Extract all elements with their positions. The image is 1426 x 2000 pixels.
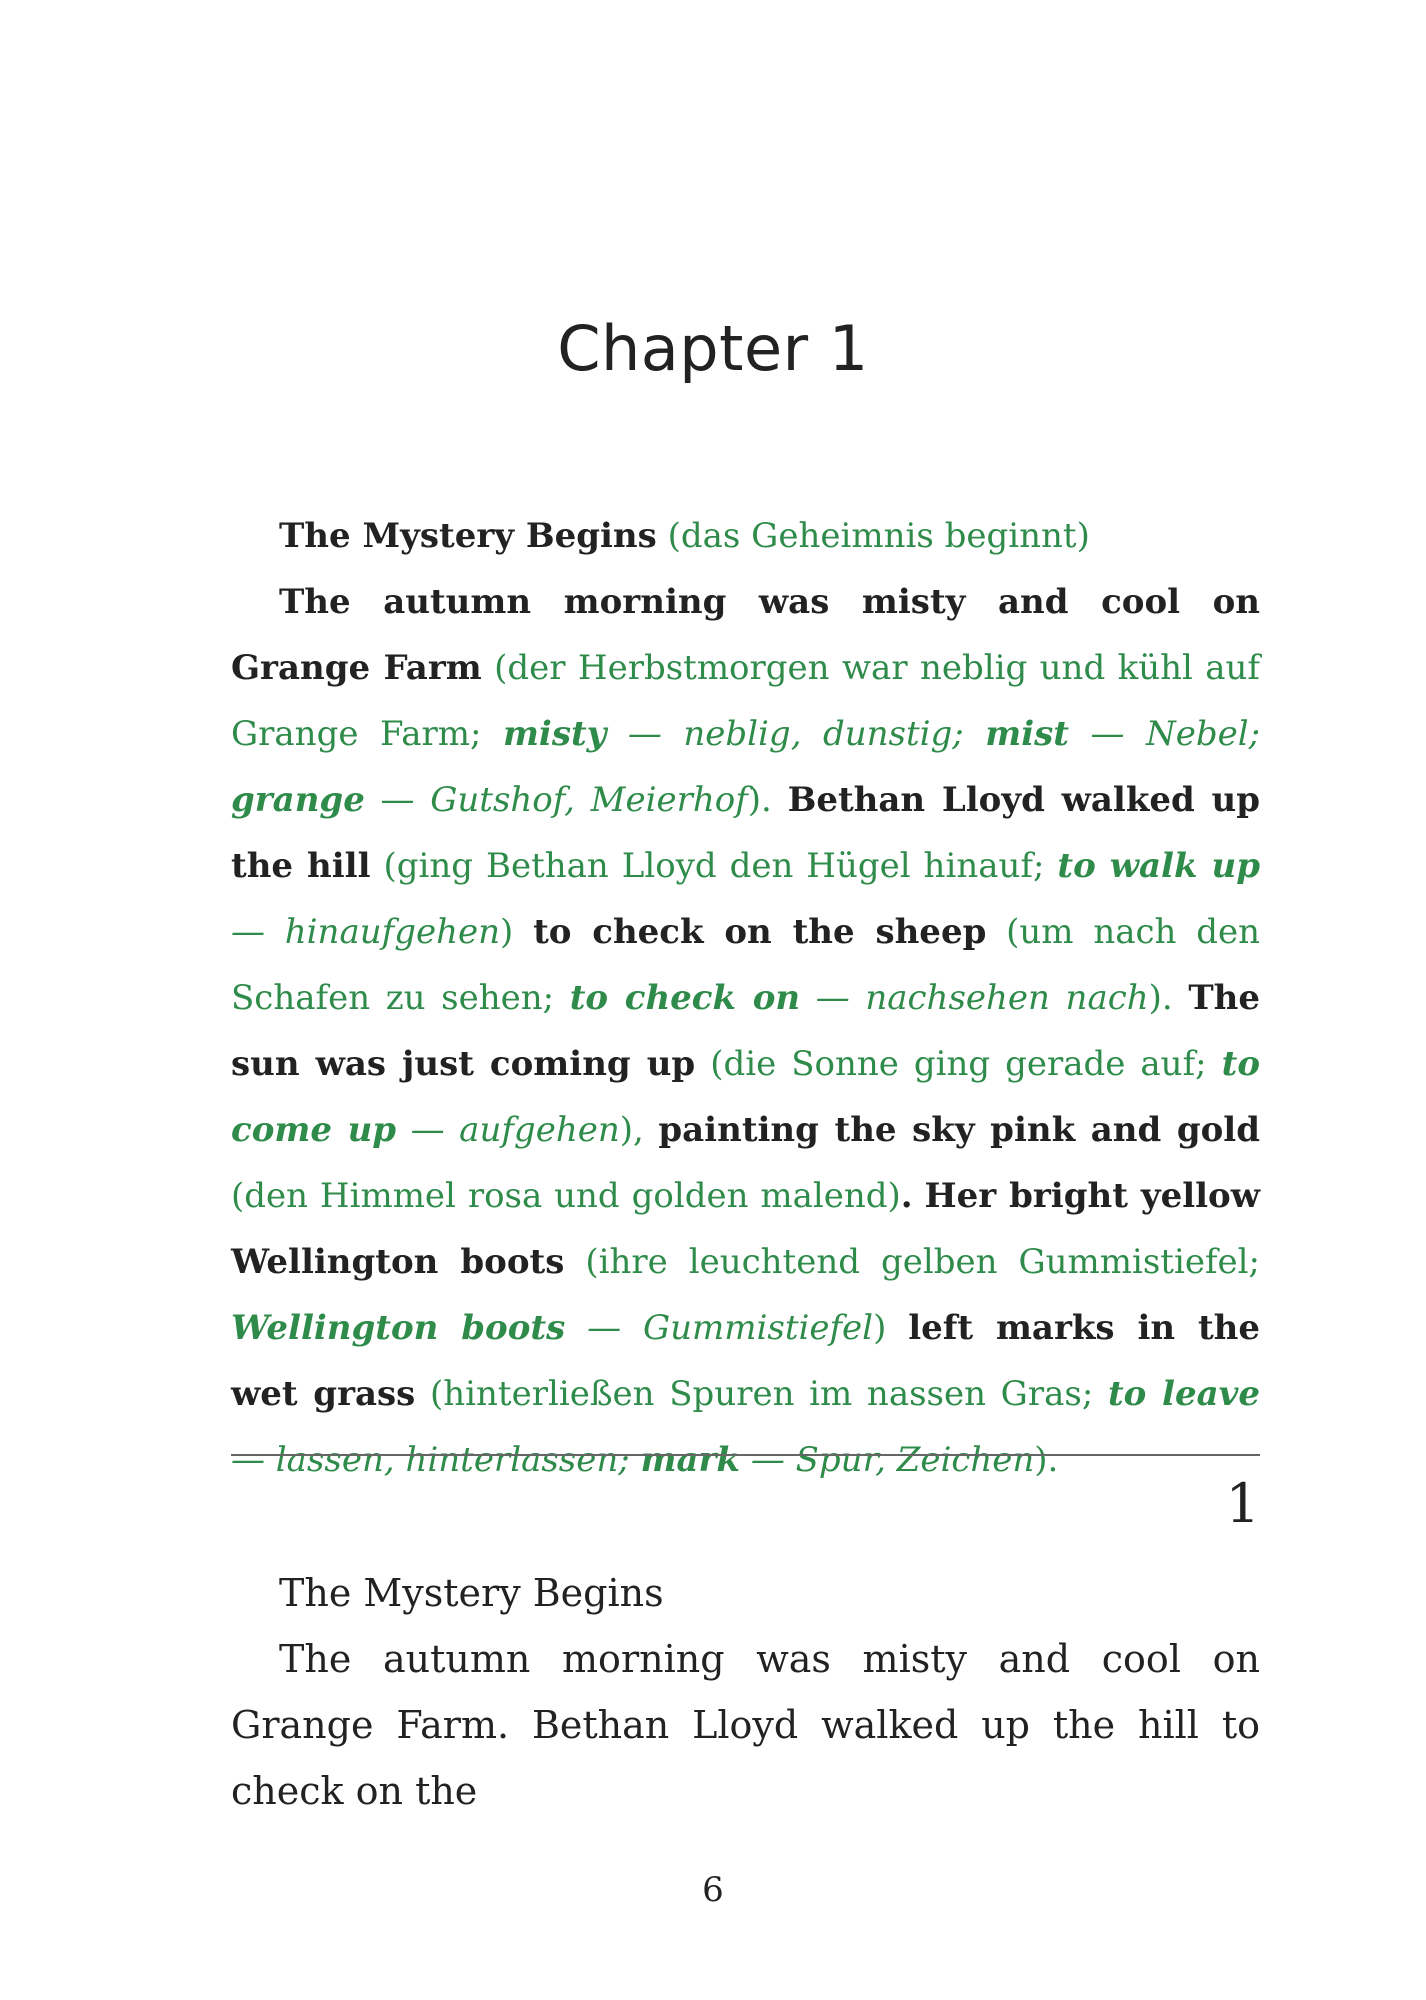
sentence-en: left marks in the wet grass [231,1308,1261,1414]
gloss-close: ) [500,912,514,952]
vocab-translation: — lassen, hinterlassen; [231,1440,630,1480]
plain-text [231,1560,1260,1824]
annotated-paragraph [231,569,1260,1493]
vocab-word: to check on [569,978,801,1018]
vocab-word: to leave [1107,1374,1261,1414]
sentence-en: Her bright yellow Wellington boots [231,1176,1260,1282]
chapter-title: Chapter 1 [557,312,869,385]
gloss-close: ). [1034,1440,1059,1480]
vocab-word: mist [985,714,1069,754]
vocab-translation: — Nebel; [1090,714,1261,754]
annotated-heading [231,503,1260,569]
vocab-word: misty [502,714,607,754]
gloss-close: ) [873,1308,887,1348]
gloss-de: (die Sonne ging gerade auf; [710,1044,1207,1084]
vocab-translation: — hinaufgehen [231,912,501,952]
gloss-de: (um nach den Schafen zu sehen; [231,912,1260,1018]
gloss-close: ). [1148,978,1173,1018]
gloss-de: (hinterließen Spuren im nassen Gras; [430,1374,1094,1414]
sentence-en: Bethan Lloyd walked up the hill [231,780,1260,886]
sentence-en: The sun was just coming up [231,978,1261,1084]
vocab-translation: — aufgehen [410,1110,620,1150]
plain-paragraph: The autumn morning was misty and cool on Grange Farm. Bethan Lloyd walked up the hill to check on the [231,1637,1260,1813]
gloss-de: (den Himmel rosa und golden malend) [231,1176,901,1216]
vocab-translation: — neblig, dunstig; [627,714,964,754]
vocab-translation: — Gummistiefel [587,1308,874,1348]
gloss-de: (der Herbstmorgen war neblig und kühl auf Grange Farm; [231,648,1261,754]
gloss-close: . [900,1176,913,1216]
vocab-word: mark [640,1440,740,1480]
section-number: 1 [1225,1472,1260,1535]
plain-heading: The Mystery Begins [279,1571,664,1615]
heading-de: (das Geheimnis beginnt) [667,516,1090,556]
gloss-close: ). [747,780,772,820]
page-number: 6 [702,1870,724,1910]
vocab-word: to come up [231,1044,1260,1150]
gloss-de: (ihre leuchtend gelben Gummistiefel; [585,1242,1260,1282]
heading-en: The Mystery Begins [279,516,657,556]
vocab-word: to walk up [1057,846,1260,886]
gloss-de: (ging Bethan Lloyd den Hügel hinauf; [383,846,1045,886]
section-divider [231,1454,1260,1456]
vocab-word: grange [231,780,365,820]
vocab-translation: — Spur, Zeichen [750,1440,1035,1480]
gloss-close: ), [619,1110,644,1150]
vocab-translation: — Gutshof, Meierhof [380,780,748,820]
sentence-en: The autumn morning was misty and cool on Grange Farm [231,582,1260,688]
sentence-en: to check on the sheep [533,912,987,952]
sentence-en: painting the sky pink and gold [658,1110,1260,1150]
annotated-text [231,503,1260,1493]
vocab-translation: — nachsehen nach [815,978,1149,1018]
vocab-word: Wellington boots [231,1308,566,1348]
